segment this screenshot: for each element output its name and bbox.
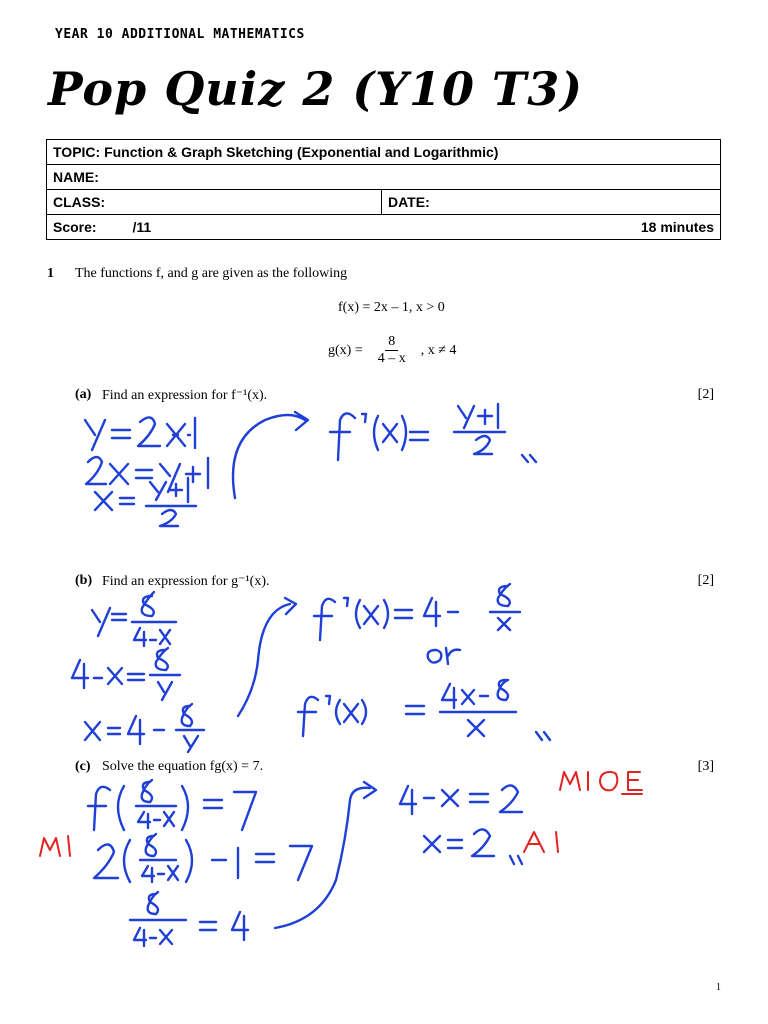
- part-b-marks: [2]: [697, 573, 714, 588]
- part-c-marks: [3]: [697, 759, 714, 774]
- time-allowed: 18 minutes: [640, 219, 714, 235]
- name-cell: NAME:: [47, 165, 721, 190]
- g-denominator: 4 – x: [377, 351, 406, 366]
- g-numerator: 8: [385, 334, 398, 351]
- part-b-label: (b): [75, 573, 93, 588]
- red-a1: [524, 832, 558, 852]
- question-number: 1: [47, 266, 54, 281]
- part-c-label: (c): [75, 759, 91, 774]
- g-condition: , x ≠ 4: [420, 342, 457, 358]
- red-m1-left: [40, 836, 70, 856]
- part-c-text: Solve the equation fg(x) = 7.: [102, 759, 264, 774]
- score-total: /11: [132, 219, 152, 235]
- date-cell: DATE:: [382, 190, 721, 215]
- page-number: 1: [716, 982, 721, 993]
- score-label: Score:: [53, 219, 97, 235]
- topic-cell: TOPIC: Function & Graph Sketching (Exponential and Logarithmic): [47, 140, 721, 165]
- question-intro: The functions f, and g are given as the following: [75, 266, 348, 281]
- part-a-marks: [2]: [697, 387, 714, 402]
- part-b-text: Find an expression for g⁻¹(x).: [102, 574, 270, 589]
- red-m1-oe: [560, 772, 642, 794]
- course-heading: YEAR 10 ADDITIONAL MATHEMATICS: [55, 27, 305, 42]
- part-a-text: Find an expression for f⁻¹(x).: [102, 388, 268, 403]
- class-cell: CLASS:: [47, 190, 382, 215]
- g-lhs: g(x) =: [328, 342, 363, 358]
- part-a-label: (a): [75, 387, 92, 402]
- f-definition: f(x) = 2x – 1, x > 0: [338, 300, 445, 315]
- quiz-title: Pop Quiz 2 (Y10 T3): [48, 62, 583, 116]
